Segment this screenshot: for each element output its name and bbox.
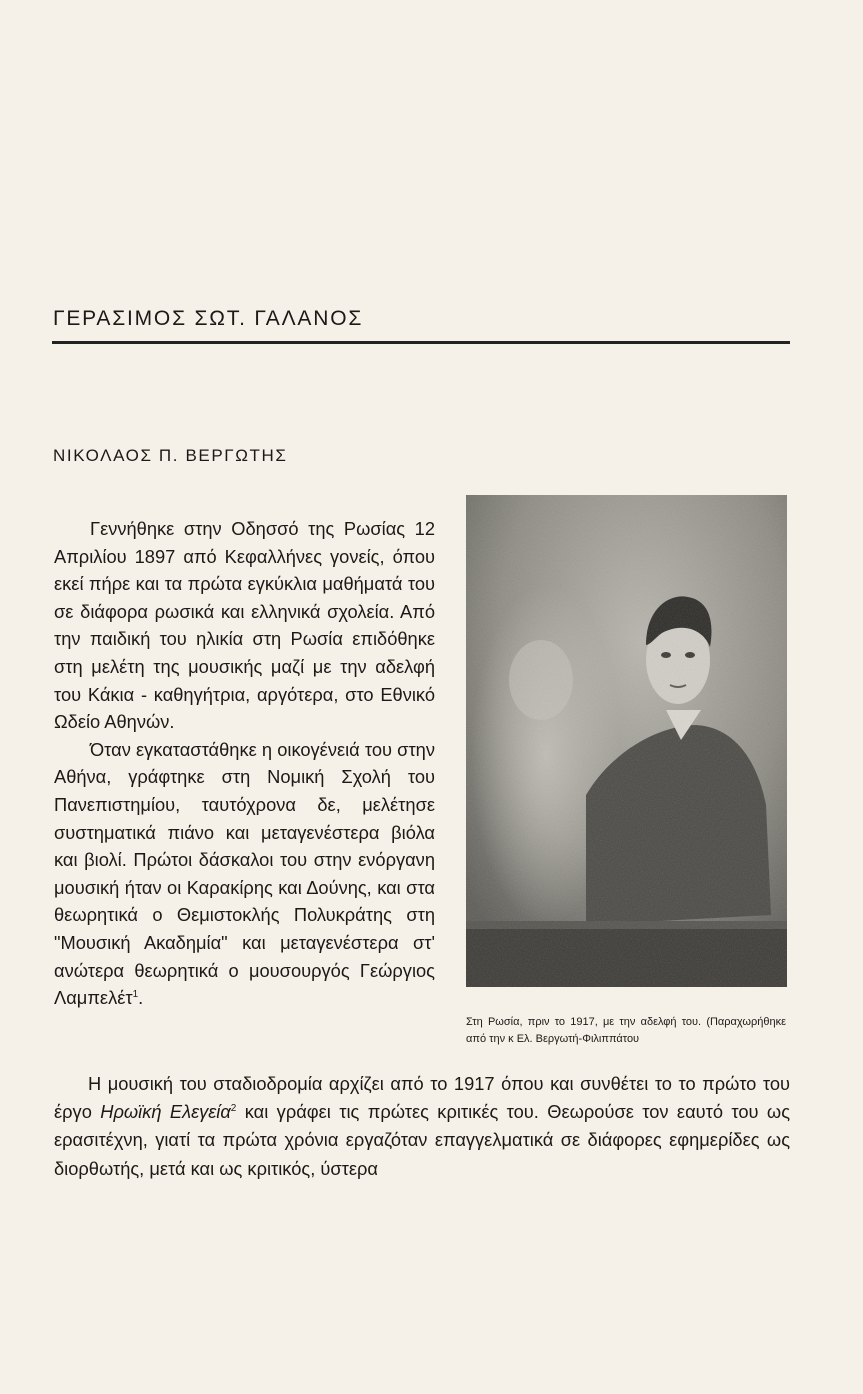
paragraph-education-text: Όταν εγκαταστάθηκε η οικογένειά του στην Αθήνα, γράφτηκε στη Νομική Σχολή του Πανεπιστημίου, ταυτόχρονα δε, μελέτησε συστηματικά πιάνο και μεταγενέστερα βιόλα και βιολί. Πρώτοι δάσκαλοι του στην ενόργανη μουσική ήταν οι Καρακίρης και Δούνης, και στα θεωρητικά ο Θεμιστοκλής Πολυκράτης στη "Μουσική Ακαδημία" και μεταγενέστερα στ' ανώτερα θεωρητικά ο μουσουργός Γεώργιος Λαμπελέτ: [54, 738, 435, 1009]
portrait-photograph: [466, 495, 787, 987]
work-title: Ηρωϊκή Ελεγεία: [100, 1101, 231, 1123]
footnote-ref-2: 2: [230, 1103, 237, 1115]
paragraph-career: [54, 1070, 790, 1183]
paragraph-career-text-b: και γράφει τις πρώτες κριτικές του. Θεωρούσε τον εαυτό του ως ερασιτέχνη, γιατί τα πρώτα χρόνια εργαζόταν επαγγελματικά σε διάφορες εφημερίδες ως διορθωτής, μετά και ως κριτικός, ύστερα: [54, 1101, 791, 1179]
footnote-ref-1: 1: [132, 989, 139, 1000]
paragraph-career-text-a: Η μουσική του σταδιοδρομία αρχίζει από το 1917 όπου και συνθέτει το το πρώτο του έργο: [54, 1073, 790, 1123]
paragraph-education: Όταν εγκαταστάθηκε η οικογένειά του στην Αθήνα, γράφτηκε στη Νομική Σχολή του Πανεπιστημίου, ταυτόχρονα δε, μελέτησε συστηματικά πιάνο και μεταγενέστερα βιόλα και βιολί. Πρώτοι δάσκαλοι του στην ενόργανη μουσική ήταν οι Καρακίρης και Δούνης, και στα θεωρητικά ο Θεμιστοκλής Πολυκράτης στη "Μουσική Ακαδημία" και μεταγενέστερα στ' ανώτερα θεωρητικά ο μουσουργός Γεώργιος Λαμπελέτ$^1$.: [54, 738, 435, 1009]
article-title: ΝΙΚΟΛΑΟΣ Π. ΒΕΡΓΩΤΗΣ: [53, 446, 288, 465]
header-rule: [52, 341, 790, 344]
paragraph-birth: Γεννήθηκε στην Οδησσό της Ρωσίας 12 Απριλίου 1897 από Κεφαλλήνες γονείς, όπου εκεί πήρε και τα πρώτα εγκύκλια μαθήματά του σε διάφορα ρωσικά και ελληνικά σχολεία. Από την παιδική του ηλικία στη Ρωσία επιδόθηκε στη μελέτη της μουσικής μαζί με την αδελφή του Κάκια - καθηγήτρια, αργότερα, στο Εθνικό Ωδείο Αθηνών.: [54, 518, 435, 733]
photo-caption: Στη Ρωσία, πριν το 1917, με την αδελφή του. (Παραχωρήθηκε από την κ Ελ. Βεργωτή-Φιλιππάτου: [466, 1016, 786, 1045]
body-text-column: [54, 515, 435, 1012]
running-head: ΓΕΡΑΣΙΜΟΣ ΣΩΤ. ΓΑΛΑΝΟΣ: [53, 307, 364, 330]
photo-image: [466, 495, 787, 987]
